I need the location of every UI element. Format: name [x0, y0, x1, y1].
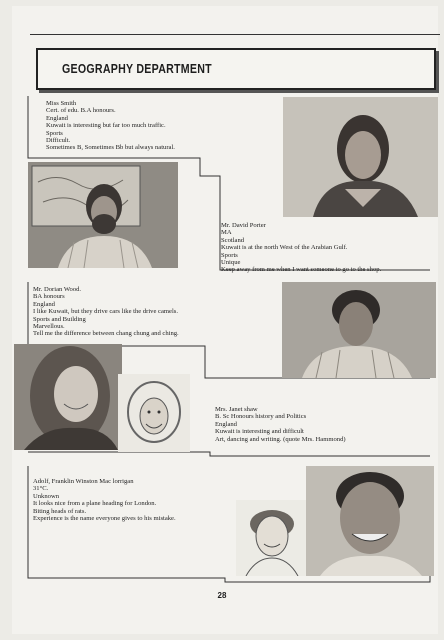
teacher-maclorrigan-info [33, 478, 176, 522]
photo-mr-maclorrigan [306, 466, 434, 576]
photo-mr-porter [28, 162, 178, 268]
teacher-line: Marvellous. [33, 323, 65, 331]
sketch-mr-maclorrigan [236, 500, 308, 576]
teacher-line: Scotland [221, 236, 245, 244]
teacher-line: It looks nice from a plane heading for London. [33, 500, 157, 508]
teacher-line: Kuwait is interesting but far too much traffic. [46, 122, 166, 130]
teacher-line: Sports and Building [33, 315, 86, 323]
teacher-line: MA [221, 229, 232, 237]
photo-miss-smith [283, 97, 438, 217]
photo-mr-wood [282, 282, 436, 378]
teacher-line: Kuwait is at the north West of the Arabian Gulf. [221, 244, 348, 252]
teacher-line: Sports [221, 251, 238, 259]
teacher-porter-info [221, 222, 381, 274]
teacher-line: I like Kuwait, but they drive cars like the drive camels. [33, 308, 179, 316]
teacher-line: Difficult. [46, 137, 71, 145]
teacher-line: Unique [221, 259, 241, 267]
teacher-line: Cert. of edu. B.A honours. [46, 107, 116, 115]
teacher-line: Tell me the difference between chang chung and ching. [33, 330, 179, 338]
teacher-line: B. Sc Honours history and Politics [215, 413, 307, 421]
teacher-line: Biting heads of rats. [33, 507, 87, 515]
teacher-line: Art, dancing and writing. (quote Mrs. Hammond) [215, 435, 346, 443]
teacher-line: Kuwait is interesting and difficult [215, 428, 304, 436]
teacher-line: Mrs. Janet shaw [215, 406, 258, 413]
sketch-mrs-shaw [118, 374, 190, 452]
teacher-line: 31°C. [33, 485, 49, 493]
teacher-line: Adolf, Franklin Winston Mac lorrigan [33, 478, 134, 485]
page-title: GEOGRAPHY DEPARTMENT [62, 62, 212, 76]
teacher-line: Miss Smith [46, 100, 77, 107]
teacher-line: Mr. Dorian Wood. [33, 286, 82, 293]
teacher-shaw-info [215, 406, 346, 443]
teacher-line: England [46, 114, 68, 122]
teacher-line: Sometimes B, Sometimes Bb but always natural. [46, 144, 175, 152]
teacher-line: England [215, 420, 237, 428]
teacher-line: Keep away from me when I want someone to go to the shop. [221, 266, 382, 274]
teacher-line: Unknown [33, 492, 60, 500]
teacher-line: Mr. David Porter [221, 222, 266, 229]
teacher-line: Experience is the name everyone gives to his mistake. [33, 515, 176, 523]
teacher-smith-info [46, 100, 175, 152]
teacher-line: England [33, 300, 55, 308]
page-number: 28 [217, 591, 227, 600]
teacher-wood-info [33, 286, 179, 338]
photo-mrs-shaw [14, 344, 122, 450]
teacher-line: Sports [46, 129, 63, 137]
teacher-line: BA honours [33, 293, 65, 301]
